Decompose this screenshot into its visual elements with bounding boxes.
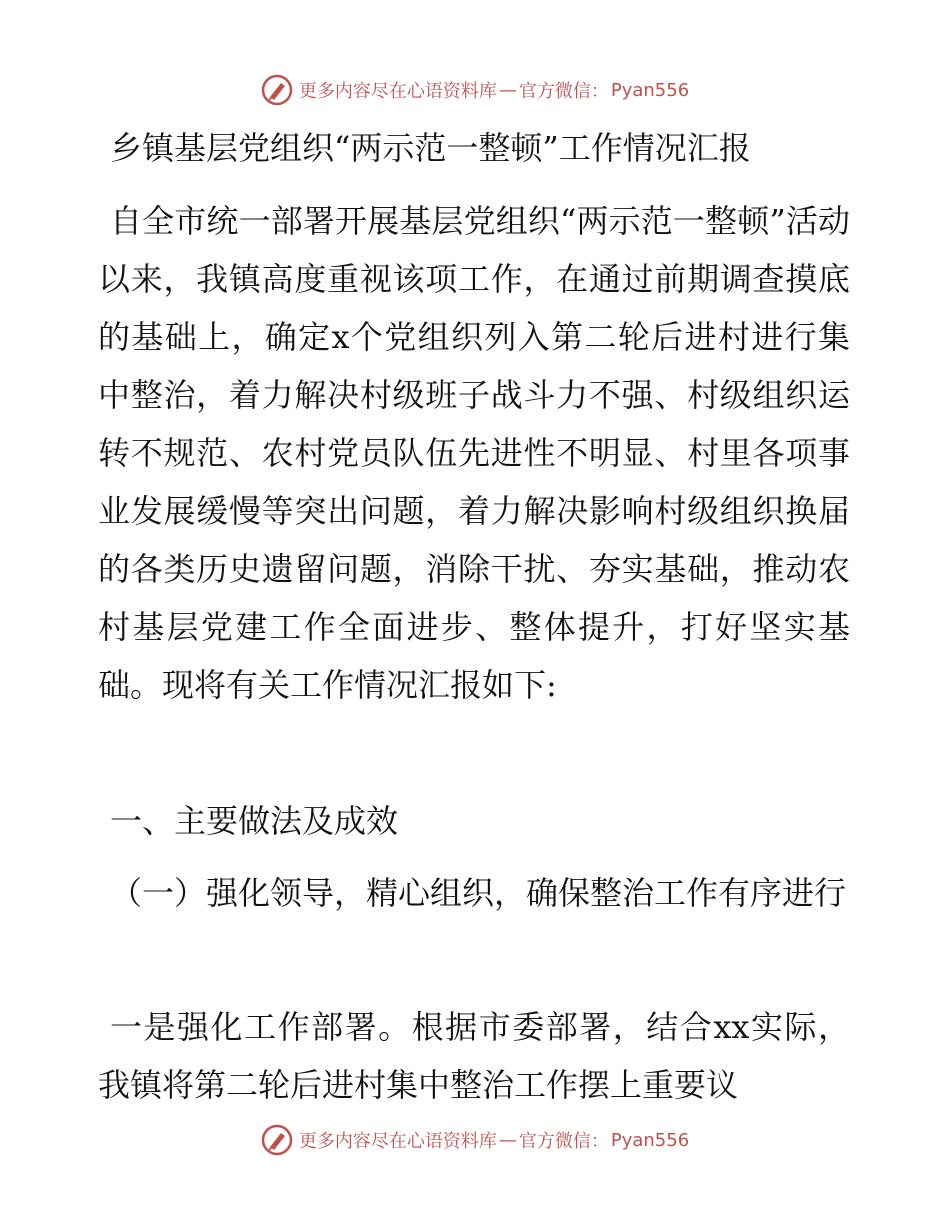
intro-paragraph-text: 自全市统一部署开展基层党组织“两示范一整顿”活动以来，我镇高度重视该项工作，在通过前期调查摸底的基础上，确定x个党组织列入第二轮后进村进行集中整治，着力解决村级班子战斗力不强、村级组织运转不规范、农村党员队伍先进性不明显、村里各项事业发展缓慢等突出问题，着力解决影响村级组织换届的各类历史遗留问题，消除干扰、夯实基础，推动农村基层党建工作全面进步、整体提升，打好坚实基础。现将有关工作情况汇报如下: (98, 202, 850, 704)
subsection-heading-text: （一）强化领导，精心组织，确保整治工作有序进行 (110, 874, 847, 912)
watermark-banner-top (0, 70, 950, 110)
watermark-suffix: 官方微信： (518, 1131, 609, 1152)
watermark-separator: — (498, 79, 517, 101)
watermark-separator: — (498, 1129, 517, 1151)
section-heading (98, 792, 850, 850)
watermark-wechat-id: Pyan556 (610, 79, 690, 101)
body-paragraph-text: 一是强化工作部署。根据市委部署，结合xx实际，我镇将第二轮后进村集中整治工作摆上重要议 (98, 1008, 850, 1104)
watermark-banner-bottom (0, 1120, 950, 1160)
subsection-heading (98, 864, 850, 922)
watermark-wechat-id: Pyan556 (610, 1129, 690, 1151)
pen-logo-icon (261, 74, 293, 106)
section-heading-text: 一、主要做法及成效 (110, 802, 399, 840)
watermark-text: 更多内容尽在心语资料库 (298, 81, 497, 102)
pen-logo-icon (261, 1124, 293, 1156)
document-title: 乡镇基层党组织“两示范一整顿”工作情况汇报 (110, 129, 751, 167)
watermark-text: 更多内容尽在心语资料库 (298, 1131, 497, 1152)
intro-paragraph (98, 192, 850, 714)
watermark-suffix: 官方微信： (518, 81, 609, 102)
body-paragraph (98, 998, 850, 1114)
